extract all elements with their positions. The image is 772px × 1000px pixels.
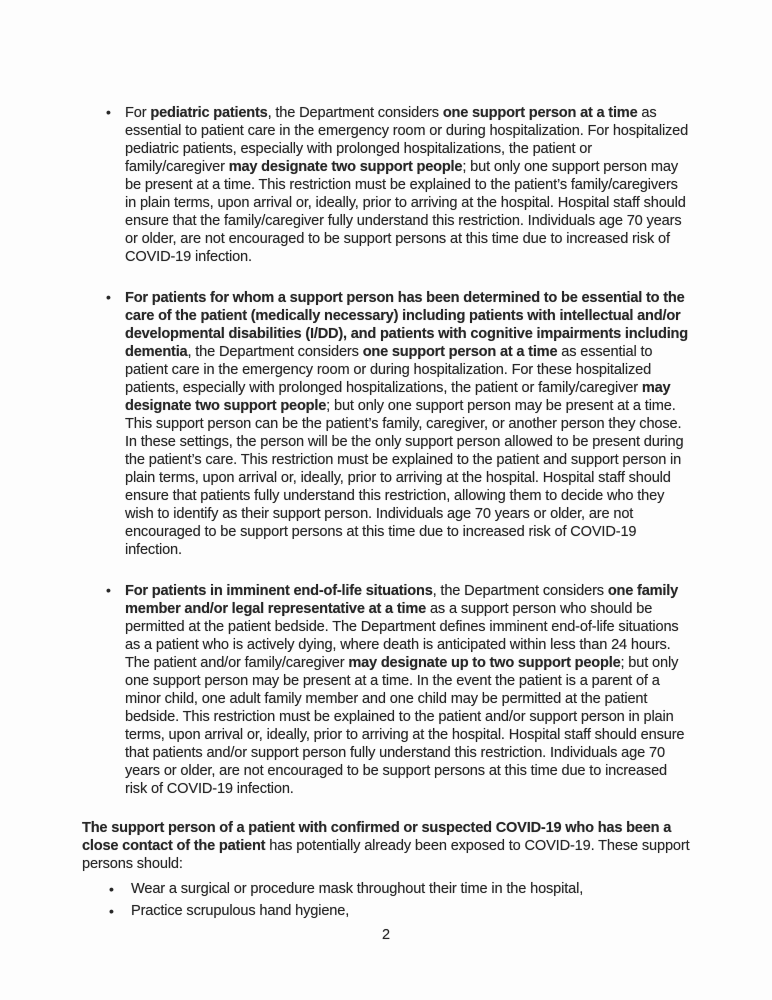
support-person-restrictions-list <box>82 104 690 798</box>
bullet-icon: • <box>106 582 111 598</box>
bullet-text: For patients in imminent end-of-life situations, the Department considers one family member and/or legal representative at a time as a support person who should be permitted at the patient bedside. The Department defines imminent end-of-life situations as a patient who is actively dying, where death is anticipated within less than 24 hours. The patient and/or family/caregiver may designate up to two support people; but only one support person may be present at a time. In the event the patient is a parent of a minor child, one adult family member and one child may be permitted at the patient bedside. This restriction must be explained to the patient and/or support person in plain terms, upon arrival or, ideally, prior to arriving at the hospital. Hospital staff should ensure that patients and/or support person fully understand this restriction. Individuals age 70 years or older, are not encouraged to be support persons at this time due to increased risk of COVID-19 infection. <box>125 583 685 797</box>
support-person-precautions-list <box>82 880 690 921</box>
bullet-icon: • <box>109 881 114 897</box>
sub-bullet-hand-hygiene <box>109 902 690 921</box>
bullet-text: For pediatric patients, the Department considers one support person at a time as essential to patient care in the emergency room or during hospitalization. For hospitalized pediatric patients, especially with prolonged hospitalizations, the patient or family/caregiver may designate two support people; but only one support person may be present at a time. This restriction must be explained to the patient’s family/caregivers in plain terms, upon arrival or, ideally, prior to arriving at the hospital. Hospital staff should ensure that the family/caregiver fully understand this restriction. Individuals age 70 years or older, are not encouraged to be support persons at this time due to increased risk of COVID-19 infection. <box>125 105 689 265</box>
bullet-icon: • <box>106 104 111 120</box>
bullet-icon: • <box>106 289 111 305</box>
sub-bullet-text: Wear a surgical or procedure mask throughout their time in the hospital, <box>131 881 584 897</box>
sub-bullet-wear-mask <box>109 880 690 899</box>
bullet-icon: • <box>109 903 114 919</box>
bullet-end-of-life-situations <box>106 582 690 798</box>
sub-bullet-text: Practice scrupulous hand hygiene, <box>131 903 350 919</box>
bullet-pediatric-patients <box>106 104 690 266</box>
bullet-medically-necessary-support <box>106 289 690 559</box>
covid-exposure-paragraph: The support person of a patient with confirmed or suspected COVID-19 who has been a close contact of the patient has potentially already been exposed to COVID-19. These support persons should: <box>82 820 690 872</box>
page-number: 2 <box>381 927 391 943</box>
bullet-text: For patients for whom a support person has been determined to be essential to the care of the patient (medically necessary) including patients with intellectual and/or developmental disabilities (I/DD), and patients with cognitive impairments including dementia, the Department considers one support person at a time as essential to patient care in the emergency room or during hospitalization. For these hospitalized patients, especially with prolonged hospitalizations, the patient or family/caregiver may designate two support people; but only one support person may be present at a time. This support person can be the patient’s family, caregiver, or another person they chose. In these settings, the person will be the only support person allowed to be present during the patient’s care. This restriction must be explained to the patient and support person in plain terms, upon arrival or, ideally, prior to arriving at the hospital. Hospital staff should ensure that patients fully understand this restriction, allowing them to decide who they wish to identify as their support person. Individuals age 70 years or older, are not encouraged to be support persons at this time due to increased risk of COVID-19 infection. <box>125 290 688 558</box>
